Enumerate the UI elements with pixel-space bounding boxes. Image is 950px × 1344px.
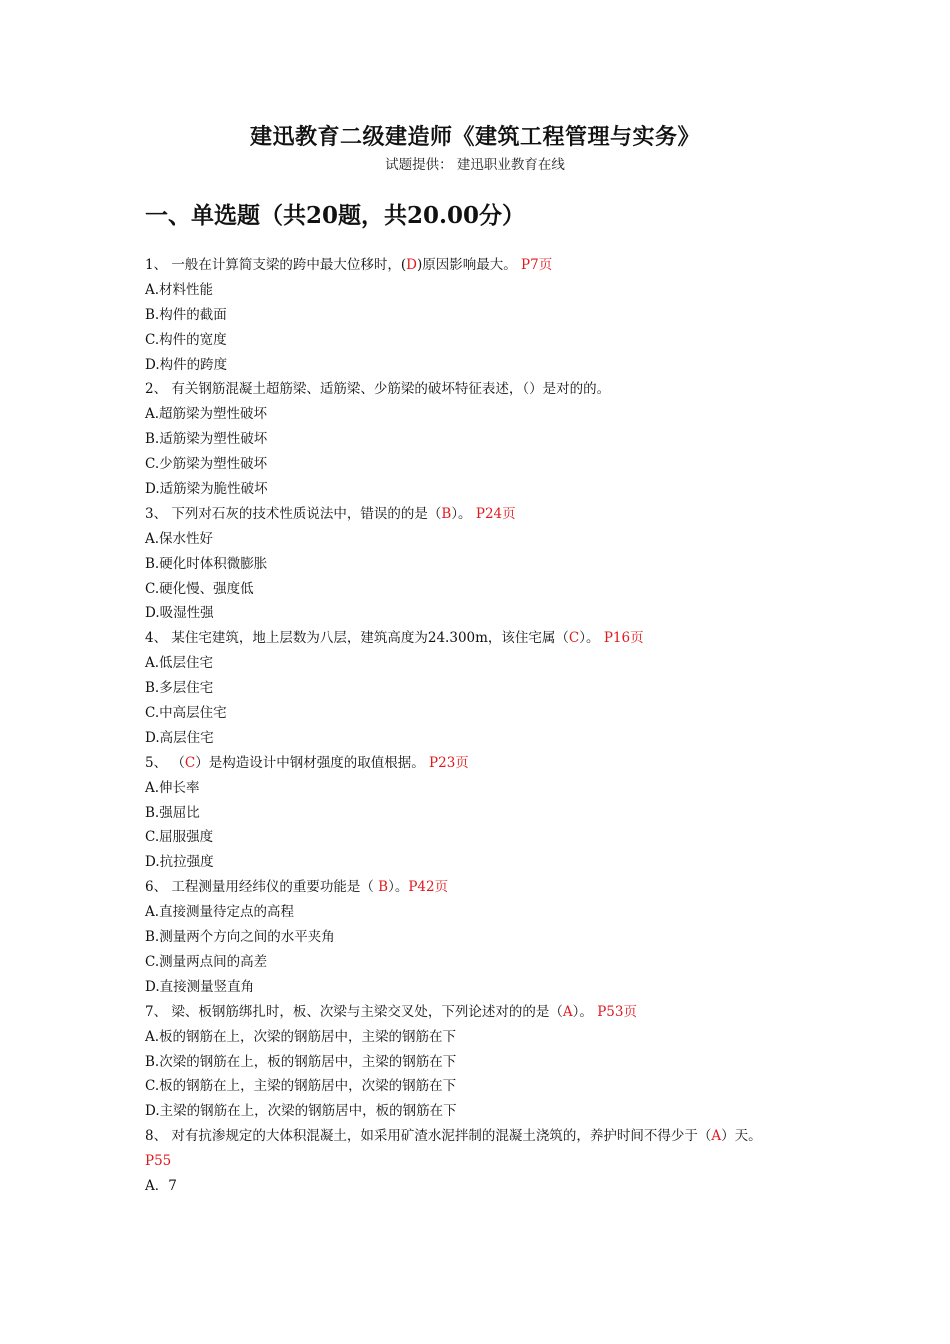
question-3 (145, 502, 845, 527)
question-6 (145, 875, 845, 900)
question-text: 6、 工程测量用经纬仪的重要功能是（ (145, 879, 379, 896)
option: A.低层住宅 (145, 655, 214, 672)
page-reference: P23页 (429, 754, 469, 771)
question-text-suffix: )原因影响最大。 (416, 257, 522, 273)
option: A.超筋梁为塑性破坏 (145, 406, 268, 423)
option: D.吸湿性强 (145, 605, 214, 622)
option: C.硬化慢、强度低 (145, 580, 254, 597)
question-text: 5、 （ (145, 754, 185, 771)
option: B.构件的截面 (145, 306, 227, 323)
option: C.屈服强度 (145, 829, 214, 846)
question-text: 3、 下列对石灰的技术性质说法中，错误的的是（ (145, 505, 442, 522)
answer-letter: C (184, 754, 196, 771)
section-heading: 一、单选题（共20题，共20.00分） (145, 202, 526, 229)
option: D.构件的跨度 (145, 356, 228, 373)
question-text-suffix: ）。 (451, 505, 476, 522)
question-text: 4、 某住宅建筑，地上层数为八层，建筑高度为24.300m，该住宅属（ (145, 630, 569, 647)
option: A.伸长率 (145, 779, 200, 796)
question-text-suffix: ）。 (388, 879, 409, 896)
answer-letter: C (568, 630, 580, 647)
question-list (145, 253, 845, 1199)
question-8 (145, 1124, 845, 1149)
question-text-suffix: ）是构造设计中钢材强度的取值根据。 (195, 754, 430, 771)
option: C.中高层住宅 (145, 705, 227, 722)
option: A.直接测量待定点的高程 (145, 904, 295, 921)
page-reference: P53页 (597, 1003, 637, 1020)
answer-letter: A (562, 1003, 573, 1020)
option: B.适筋梁为塑性破坏 (145, 431, 268, 448)
option: B.多层住宅 (145, 680, 214, 697)
question-4 (145, 626, 845, 651)
page-reference: P42页 (408, 879, 449, 896)
question-text-suffix: ）。 (572, 1003, 598, 1020)
option: D.高层住宅 (145, 729, 214, 746)
option: C.少筋梁为塑性破坏 (145, 456, 268, 473)
page-reference: P16页 (603, 630, 644, 647)
option: A.保水性好 (145, 530, 214, 547)
option: A．7 (145, 1177, 177, 1194)
question-7 (145, 1000, 845, 1025)
option: B.硬化时体积微膨胀 (145, 555, 268, 572)
question-text: 1、 一般在计算简支梁的跨中最大位移时，( (145, 257, 407, 273)
answer-letter: D (406, 257, 417, 273)
question-1 (145, 253, 845, 278)
option: A.板的钢筋在上，次梁的钢筋居中，主梁的钢筋在下 (145, 1028, 457, 1045)
option: D.抗拉强度 (145, 854, 214, 871)
option: B.次梁的钢筋在上，板的钢筋居中，主梁的钢筋在下 (145, 1053, 457, 1070)
option: B.强屈比 (145, 804, 200, 821)
question-text: 8、 对有抗渗规定的大体积混凝土，如采用矿渣水泥拌制的混凝土浇筑的，养护时间不得少于（ (145, 1128, 712, 1145)
answer-letter: B (441, 505, 452, 522)
page-reference: P24页 (475, 505, 516, 522)
answer-letter: B (378, 879, 389, 896)
document-title: 建迅教育二级建造师《建筑工程管理与实务》 (249, 124, 700, 150)
question-5 (145, 751, 845, 776)
answer-letter: A (711, 1128, 722, 1145)
option: D.主梁的钢筋在上，次梁的钢筋居中，板的钢筋在下 (145, 1103, 457, 1120)
option: A.材料性能 (145, 281, 214, 298)
question-text: 7、 梁、板钢筋绑扎时，板、次梁与主梁交叉处，下列论述对的的是（ (145, 1003, 563, 1020)
option: C.板的钢筋在上，主梁的钢筋居中，次梁的钢筋在下 (145, 1078, 457, 1095)
option: D.直接测量竖直角 (145, 978, 255, 995)
page-reference: P55 (145, 1153, 172, 1170)
question-2 (145, 377, 845, 402)
option: B.测量两个方向之间的水平夹角 (145, 929, 335, 946)
question-text-suffix: ）天。 (721, 1128, 762, 1145)
page-reference: P7页 (521, 257, 553, 273)
option: D.适筋梁为脆性破坏 (145, 481, 268, 498)
question-text: 2、 有关钢筋混凝土超筋梁、适筋梁、少筋梁的破坏特征表述，（）是对的的。 (145, 381, 611, 398)
question-text-suffix: ）。 (579, 630, 604, 647)
document-subtitle: 试题提供： 建迅职业教育在线 (385, 157, 565, 173)
option: C.构件的宽度 (145, 331, 227, 348)
option: C.测量两点间的高差 (145, 953, 268, 970)
